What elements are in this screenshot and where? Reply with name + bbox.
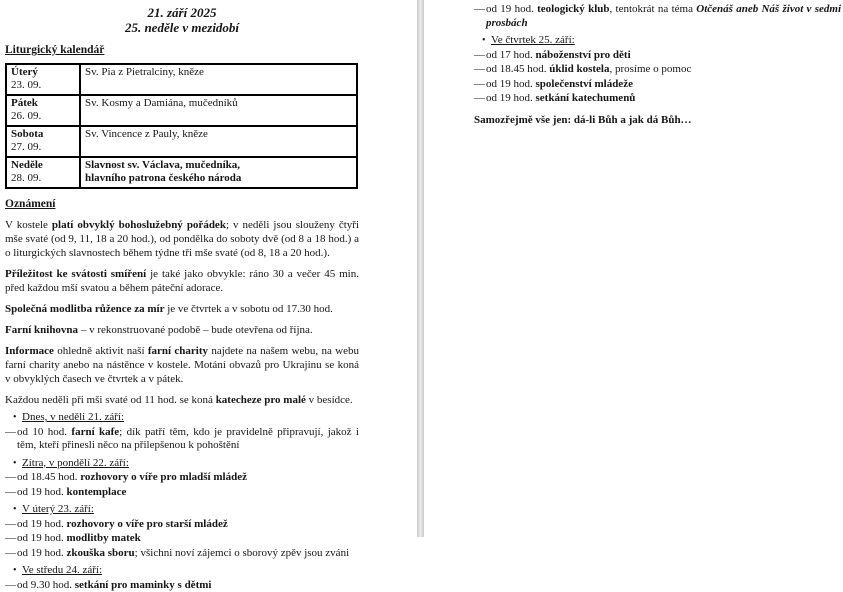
calendar-feast-line: Slavnost sv. Václava, mučedníka, bbox=[85, 159, 352, 172]
left-column bbox=[5, 0, 359, 592]
text-segment: rozhovory o víře pro mladší mládež bbox=[80, 471, 247, 483]
text-segment: , prosíme o pomoc bbox=[609, 63, 691, 75]
paragraph bbox=[5, 218, 359, 260]
calendar-row bbox=[6, 64, 357, 95]
text-segment: , tentokrát na téma bbox=[609, 3, 696, 15]
dash-text bbox=[486, 3, 841, 30]
calendar-day-name: Sobota bbox=[11, 128, 75, 141]
text-segment: najdete na našem webu, na webu farní charity anebo na nástěnce v kostele. Motání obvazů pro Ukrajinu se koná v obvyklých časech ve čtvrtek a v pátek. bbox=[5, 345, 359, 385]
text-segment: od 19 hod. bbox=[486, 3, 537, 15]
text-segment: platí obvyklý bohoslužebný pořádek bbox=[52, 219, 226, 231]
bullet-item bbox=[474, 34, 841, 48]
text-segment: katecheze pro malé bbox=[216, 394, 306, 406]
text-segment: rozhovory o víře pro starší mládež bbox=[67, 518, 228, 530]
dash-marker: — bbox=[474, 3, 486, 30]
bullet-marker: • bbox=[13, 457, 22, 471]
text-segment: kontemplace bbox=[67, 486, 127, 498]
calendar-feast-cell bbox=[80, 64, 357, 95]
text-segment: – v rekonstruované podobě – bude otevřena od října. bbox=[78, 324, 313, 336]
dash-marker: — bbox=[474, 49, 486, 63]
text-segment: v besídce. bbox=[306, 394, 353, 406]
dash-text bbox=[17, 471, 359, 485]
bullet-item bbox=[5, 457, 359, 471]
dash-item bbox=[5, 518, 359, 532]
calendar-feast-cell bbox=[80, 157, 357, 188]
bullet-item bbox=[5, 503, 359, 517]
text-segment: úklid kostela bbox=[549, 63, 609, 75]
text-segment: Dnes, v neděli 21. září: bbox=[22, 411, 124, 423]
dash-item bbox=[5, 547, 359, 561]
dash-marker: — bbox=[5, 471, 17, 485]
calendar-feast-line: hlavního patrona českého národa bbox=[85, 172, 352, 185]
liturgical-calendar-heading: Liturgický kalendář bbox=[5, 44, 359, 57]
text-segment: Zítra, v pondělí 22. září: bbox=[22, 457, 129, 469]
text-segment: farní kafe bbox=[71, 426, 119, 438]
dash-text bbox=[17, 547, 359, 561]
dash-text bbox=[486, 63, 841, 77]
dash-marker: — bbox=[474, 78, 486, 92]
dash-text bbox=[486, 49, 841, 63]
paragraph bbox=[474, 113, 841, 127]
bullet-text bbox=[22, 411, 124, 425]
text-segment: V úterý 23. září: bbox=[22, 503, 94, 515]
text-segment: setkání pro maminky s dětmi bbox=[75, 579, 212, 591]
dash-item bbox=[5, 532, 359, 546]
dash-text bbox=[486, 78, 841, 92]
text-segment: teologický klub bbox=[537, 3, 609, 15]
dash-item bbox=[474, 49, 841, 63]
calendar-day-date: 27. 09. bbox=[11, 141, 75, 154]
dash-marker: — bbox=[5, 518, 17, 532]
dash-marker: — bbox=[5, 486, 17, 500]
paragraph bbox=[5, 393, 359, 407]
text-segment: od 19 hod. bbox=[17, 518, 67, 530]
dash-item bbox=[5, 486, 359, 500]
text-segment: zkouška sboru bbox=[67, 547, 135, 559]
calendar-feast-line: Sv. Pia z Pietralciny, kněze bbox=[85, 66, 352, 79]
bullet-marker: • bbox=[482, 34, 491, 48]
text-segment: Samozřejmě vše jen: dá-li Bůh a jak dá Bůh… bbox=[474, 114, 692, 126]
text-segment: Příležitost ke svátosti smíření bbox=[5, 268, 146, 280]
text-segment: od 19 hod. bbox=[17, 486, 67, 498]
right-column-flow bbox=[474, 3, 841, 127]
calendar-feast-cell bbox=[80, 126, 357, 157]
text-segment: Farní knihovna bbox=[5, 324, 78, 336]
text-segment: je ve čtvrtek a v sobotu od 17.30 hod. bbox=[164, 303, 332, 315]
text-segment: Každou neděli při mši svaté od 11 hod. se koná bbox=[5, 394, 216, 406]
announcements-heading: Oznámení bbox=[5, 198, 359, 211]
bullet-text bbox=[22, 503, 94, 517]
bullet-item bbox=[5, 411, 359, 425]
date-heading: 21. září 2025 bbox=[5, 5, 359, 20]
calendar-day-cell bbox=[6, 126, 80, 157]
dash-item bbox=[5, 426, 359, 453]
bullet-text bbox=[22, 564, 102, 578]
bullet-marker: • bbox=[13, 564, 22, 578]
calendar-feast-line: Sv. Vincence z Pauly, kněze bbox=[85, 128, 352, 141]
dash-item bbox=[474, 78, 841, 92]
text-segment: Informace bbox=[5, 345, 54, 357]
calendar-day-cell bbox=[6, 95, 80, 126]
bullet-text bbox=[22, 457, 129, 471]
dash-item bbox=[5, 579, 359, 592]
calendar-feast-line: Sv. Kosmy a Damiána, mučedníků bbox=[85, 97, 352, 110]
dash-item bbox=[5, 471, 359, 485]
calendar-day-name: Neděle bbox=[11, 159, 75, 172]
text-segment: Společná modlitba růžence za mír bbox=[5, 303, 164, 315]
dash-marker: — bbox=[474, 92, 486, 106]
calendar-day-date: 26. 09. bbox=[11, 110, 75, 123]
text-segment: od 19 hod. bbox=[486, 78, 536, 90]
dash-marker: — bbox=[5, 579, 17, 592]
bullet-marker: • bbox=[13, 503, 22, 517]
calendar-day-name: Pátek bbox=[11, 97, 75, 110]
dash-item bbox=[474, 3, 841, 30]
calendar-row bbox=[6, 95, 357, 126]
text-segment: Otčenáš aneb Náš život v sedmi prosbách bbox=[486, 3, 841, 29]
calendar-day-date: 23. 09. bbox=[11, 79, 75, 92]
text-segment: setkání katechumenů bbox=[536, 92, 636, 104]
dash-text bbox=[486, 92, 841, 106]
calendar-day-cell bbox=[6, 64, 80, 95]
text-segment: ; v neděli jsou slouženy čtyři mše svaté (od 9, 11, 18 a 20 hod.), od pondělka do soboty dvě (od 8 a 18 hod.) a o liturgických slavnostech během týdne tři mše svaté (od 8, 18 a 20 hod.). bbox=[5, 219, 359, 259]
text-segment: modlitby matek bbox=[67, 532, 141, 544]
dash-marker: — bbox=[474, 63, 486, 77]
text-segment: ; dík patří těm, kdo je pravidelně připravují, jakož i těm, kteří přinesli něco na přilepšenou k pohoštění bbox=[17, 426, 359, 452]
liturgical-calendar-table bbox=[5, 63, 358, 189]
text-segment: od 18.45 hod. bbox=[486, 63, 549, 75]
dash-text bbox=[17, 532, 359, 546]
text-segment: od 10 hod. bbox=[17, 426, 71, 438]
right-column bbox=[474, 2, 841, 127]
calendar-day-date: 28. 09. bbox=[11, 172, 75, 185]
dash-marker: — bbox=[5, 426, 17, 453]
dash-text bbox=[17, 486, 359, 500]
paragraph bbox=[5, 302, 359, 316]
text-segment: od 19 hod. bbox=[17, 532, 67, 544]
text-segment: od 17 hod. bbox=[486, 49, 536, 61]
dash-text bbox=[17, 579, 359, 592]
calendar-row bbox=[6, 126, 357, 157]
text-segment: od 19 hod. bbox=[486, 92, 536, 104]
announcements-flow bbox=[5, 218, 359, 592]
document-header bbox=[5, 5, 359, 35]
dash-marker: — bbox=[5, 532, 17, 546]
paragraph bbox=[5, 323, 359, 337]
text-segment: od 19 hod. bbox=[17, 547, 67, 559]
dash-text bbox=[17, 426, 359, 453]
text-segment: je také jako obvykle: ráno 30 a večer 45 min. před každou mší svatou a během páteční adorace. bbox=[5, 268, 359, 294]
text-segment: ; všichni noví zájemci o sborový zpěv jsou zváni bbox=[135, 547, 349, 559]
calendar-row bbox=[6, 157, 357, 188]
paragraph bbox=[5, 344, 359, 386]
dash-text bbox=[17, 518, 359, 532]
dash-item bbox=[474, 92, 841, 106]
text-segment: farní charity bbox=[148, 345, 208, 357]
text-segment: od 9.30 hod. bbox=[17, 579, 75, 591]
text-segment: Ve středu 24. září: bbox=[22, 564, 102, 576]
bullet-marker: • bbox=[13, 411, 22, 425]
text-segment: společenství mládeže bbox=[536, 78, 633, 90]
calendar-feast-cell bbox=[80, 95, 357, 126]
bullet-item bbox=[5, 564, 359, 578]
text-segment: ohledně aktivit naší bbox=[54, 345, 148, 357]
paragraph bbox=[5, 267, 359, 295]
text-segment: od 18.45 hod. bbox=[17, 471, 80, 483]
occasion-heading: 25. neděle v mezidobí bbox=[5, 20, 359, 35]
text-segment: V kostele bbox=[5, 219, 52, 231]
dash-item bbox=[474, 63, 841, 77]
calendar-day-cell bbox=[6, 157, 80, 188]
dash-marker: — bbox=[5, 547, 17, 561]
text-segment: náboženství pro děti bbox=[536, 49, 631, 61]
bullet-text bbox=[491, 34, 575, 48]
text-segment: Ve čtvrtek 25. září: bbox=[491, 34, 575, 46]
liturgical-calendar-body bbox=[6, 64, 357, 188]
calendar-day-name: Úterý bbox=[11, 66, 75, 79]
column-divider bbox=[417, 0, 424, 537]
